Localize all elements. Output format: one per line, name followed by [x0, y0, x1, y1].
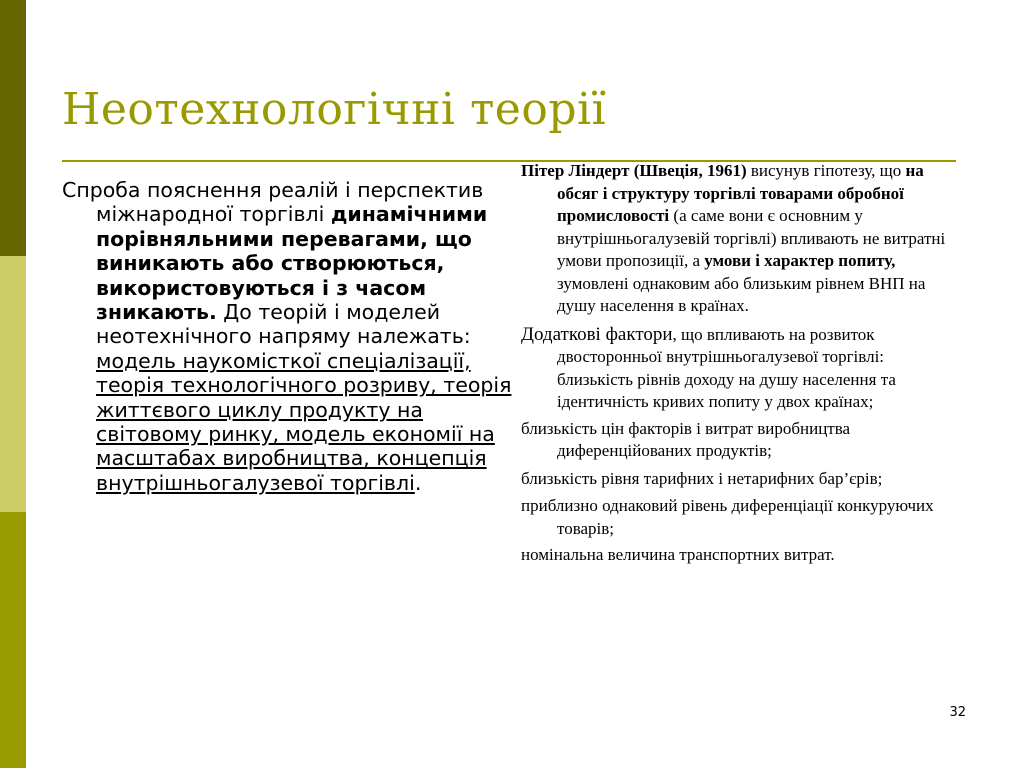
right-column-text — [521, 160, 961, 567]
page-number: 32 — [949, 705, 966, 720]
sidebar-strip-light — [0, 256, 26, 512]
lindert-text-3: зумовлені однаковим або близьким рівнем ВНП на душу населення в країнах. — [557, 273, 926, 315]
lindert-paragraph — [521, 160, 961, 318]
factor-item: номінальна величина транспортних витрат. — [521, 545, 835, 564]
lindert-text-1: висунув гіпотезу, що — [746, 161, 906, 180]
left-models-list: модель наукомісткої спеціалізації, теорія технологічного розриву, теорія життєвого циклу продукту на світовому ринку, модель економії на масштабах виробництва, концепція внутрішньогалузевої торгівлі — [96, 348, 512, 495]
factor-item: близькість цін факторів і витрат виробництва диференційованих продуктів; — [521, 418, 851, 460]
left-middle: До теорій і моделей неотехнічного напряму належать: — [96, 300, 471, 349]
additional-factors-paragraph — [521, 324, 961, 414]
left-column-text — [62, 178, 528, 495]
left-bold-phrase: динамічними порівняльними перевагами, що виникають або створюються, використовуються і з часом зникають. — [96, 202, 488, 325]
left-intro: Спроба пояснення реалій і перспектив міжнародної торгівлі — [62, 178, 484, 227]
factor-item: близькість рівня тарифних і нетарифних бар’єрів; — [521, 468, 883, 488]
left-end: . — [414, 470, 422, 495]
sidebar-strip-dark — [0, 0, 26, 256]
lindert-bold-2: умови і характер попиту, — [704, 251, 896, 270]
factor-item: приблизно однаковий рівень диференціації конкуруючих товарів; — [521, 496, 934, 538]
slide-title: Неотехнологічні теорії — [62, 84, 607, 135]
sidebar-strip-mid — [0, 512, 26, 768]
lindert-text-2: (а саме вони є основним у внутрішньогалузевій торгівлі) впливають не витратні умови пропозиції, а — [557, 206, 946, 270]
lindert-name: Пітер Ліндерт (Швеція, 1961) — [521, 161, 747, 180]
additional-factors-rest: , що впливають на розвиток двосторонньої внутрішньогалузевої торгівлі: близькість рівнів доходу на душу населення та ідентичність кривих попиту у двох країнах; — [557, 324, 896, 411]
additional-factors-lead: Додаткові фактори — [521, 323, 673, 345]
lindert-bold-1: на обсяг і структуру торгівлі товарами обробної промисловості — [557, 161, 924, 225]
